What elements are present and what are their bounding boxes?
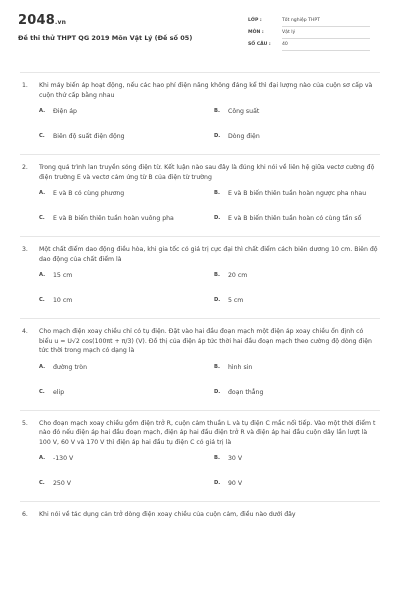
option-letter: A. (39, 363, 46, 370)
question-number: 4. (22, 328, 28, 335)
meta-value: 40 (282, 40, 370, 51)
option-text: Biên độ suất điện động (53, 133, 125, 140)
question-stem (22, 510, 378, 520)
answer-option[interactable] (214, 104, 389, 129)
option-text: E và B biến thiên tuần hoàn vuông pha (53, 215, 174, 222)
site-logo[interactable] (18, 13, 66, 28)
answer-options (39, 360, 378, 410)
answer-option[interactable] (39, 186, 214, 211)
option-text: E và B biến thiên tuần hoàn có cùng tần số (228, 215, 362, 222)
option-letter: D. (214, 388, 221, 395)
option-text: 10 cm (53, 297, 73, 304)
option-text: 5 cm (228, 297, 244, 304)
meta-row-count (248, 39, 370, 51)
option-letter: C. (39, 388, 45, 395)
answer-option[interactable] (214, 211, 389, 236)
option-letter: B. (214, 190, 220, 196)
question-1 (0, 73, 400, 154)
option-text: E và B biến thiên tuần hoàn ngược pha nhau (228, 190, 367, 197)
answer-option[interactable] (39, 293, 214, 318)
question-text: Khi nói về tác dụng cản trở dòng điện xoay chiều của cuộn cảm, điều nào dưới đây (39, 511, 296, 518)
option-text: đoạn thẳng (228, 388, 264, 396)
option-text: 30 V (228, 455, 243, 462)
meta-label: MÔN : (248, 30, 264, 35)
option-letter: A. (39, 272, 46, 278)
option-letter: C. (39, 480, 45, 486)
question-stem (22, 327, 378, 356)
question-stem (22, 81, 378, 100)
logo-suffix: .vn (54, 19, 67, 26)
answer-option[interactable] (214, 293, 389, 318)
question-number: 2. (22, 164, 28, 171)
question-stem (22, 163, 378, 182)
answer-option[interactable] (214, 476, 389, 501)
question-text: Khi máy biến áp hoạt động, nếu các hao phí điện năng không đáng kể thì đại lượng nào của cuộn sơ cấp và cuộn thứ cấp bằng nhau (39, 82, 373, 99)
exam-header (0, 0, 400, 56)
question-number: 1. (22, 82, 28, 89)
meta-value: Vật lý (282, 28, 370, 39)
question-number: 3. (22, 246, 28, 253)
option-letter: B. (214, 363, 220, 370)
answer-option[interactable] (39, 385, 214, 410)
option-text: đường tròn (53, 363, 87, 371)
answer-options (39, 104, 378, 154)
question-3 (0, 237, 400, 318)
answer-options (39, 451, 378, 501)
option-letter: C. (39, 215, 45, 221)
option-text: Dòng điện (228, 133, 260, 140)
exam-title: Đề thi thử THPT QG 2019 Môn Vật Lý (Đề số 05) (18, 34, 193, 42)
answer-options (39, 186, 378, 236)
answer-option[interactable] (39, 476, 214, 501)
option-text: -130 V (53, 455, 74, 462)
option-letter: D. (214, 480, 221, 486)
answer-option[interactable] (39, 268, 214, 293)
answer-option[interactable] (39, 451, 214, 476)
option-letter: B. (214, 455, 220, 461)
option-letter: A. (39, 455, 46, 461)
option-text: Điện áp (53, 108, 77, 115)
option-letter: B. (214, 108, 220, 114)
option-letter: B. (214, 272, 220, 278)
meta-value: Tốt nghiệp THPT (282, 16, 370, 27)
option-letter: C. (39, 297, 45, 303)
answer-option[interactable] (214, 385, 389, 410)
answer-option[interactable] (214, 186, 389, 211)
option-text: elip (53, 388, 65, 396)
question-list (0, 72, 400, 520)
answer-option[interactable] (39, 211, 214, 236)
answer-options (39, 268, 378, 318)
answer-option[interactable] (214, 451, 389, 476)
option-text: 15 cm (53, 272, 73, 279)
exam-meta (248, 15, 370, 51)
answer-option[interactable] (214, 129, 389, 154)
option-text: E và B có cùng phương (53, 190, 125, 197)
answer-option[interactable] (39, 104, 214, 129)
option-letter: D. (214, 215, 221, 221)
answer-option[interactable] (39, 360, 214, 385)
option-text: 250 V (53, 480, 72, 487)
question-number: 5. (22, 419, 28, 427)
question-stem (22, 419, 378, 448)
question-text: Cho mạch điện xoay chiều chỉ có tụ điện. Đặt vào hai đầu đoạn mạch một điện áp xoay chiều ổn định có biểu u = U√2 cos(100πt + π/3) (V). Đồ thị của điện áp tức thời hai đầu đoạn mạch theo cường độ dòng điện tức thời trong mạch có dạng là (39, 328, 372, 354)
question-number: 6. (22, 511, 28, 518)
option-text: 90 V (228, 480, 243, 487)
question-2 (0, 155, 400, 236)
meta-row-subject (248, 27, 370, 39)
question-text: Trong quá trình lan truyền sóng điện từ. Kết luận nào sau đây là đúng khi nói về liên hệ giữa vectơ cường độ điện trường E và vectơ cảm ứng từ B của điện từ trường (39, 164, 375, 181)
meta-label: SỐ CÂU : (248, 42, 271, 47)
option-letter: C. (39, 133, 45, 139)
option-text: hình sin (228, 363, 253, 371)
question-4 (0, 319, 400, 410)
question-stem (22, 245, 378, 264)
question-text: Một chất điểm dao động điều hòa, khi gia tốc có giá trị cực đại thì chất điểm cách biên dương 10 cm. Biên độ dao động của chất điểm là (39, 246, 378, 263)
option-letter: A. (39, 190, 46, 196)
option-letter: A. (39, 108, 46, 114)
question-text: Cho đoạn mạch xoay chiều gồm điện trở R, cuộn cảm thuần L và tụ điện C mắc nối tiếp. Vào một thời điểm t nào đó nếu điện áp hai đầu đoạn mạch, điện áp hai đầu điện trở R và điện áp hai đầu cuộn dây lần lượt là 100 V, 60 V và 170 V thì điện áp hai đầu tụ điện C có giá trị là (39, 419, 376, 446)
meta-label: LỚP : (248, 18, 262, 23)
option-letter: D. (214, 297, 221, 303)
option-text: Công suất (228, 108, 260, 115)
option-text: 20 cm (228, 272, 248, 279)
answer-option[interactable] (39, 129, 214, 154)
answer-option[interactable] (214, 268, 389, 293)
logo-text: 2048 (18, 13, 55, 28)
question-5 (0, 411, 400, 502)
option-letter: D. (214, 133, 221, 139)
answer-option[interactable] (214, 360, 389, 385)
meta-row-class (248, 15, 370, 27)
question-6 (0, 502, 400, 520)
